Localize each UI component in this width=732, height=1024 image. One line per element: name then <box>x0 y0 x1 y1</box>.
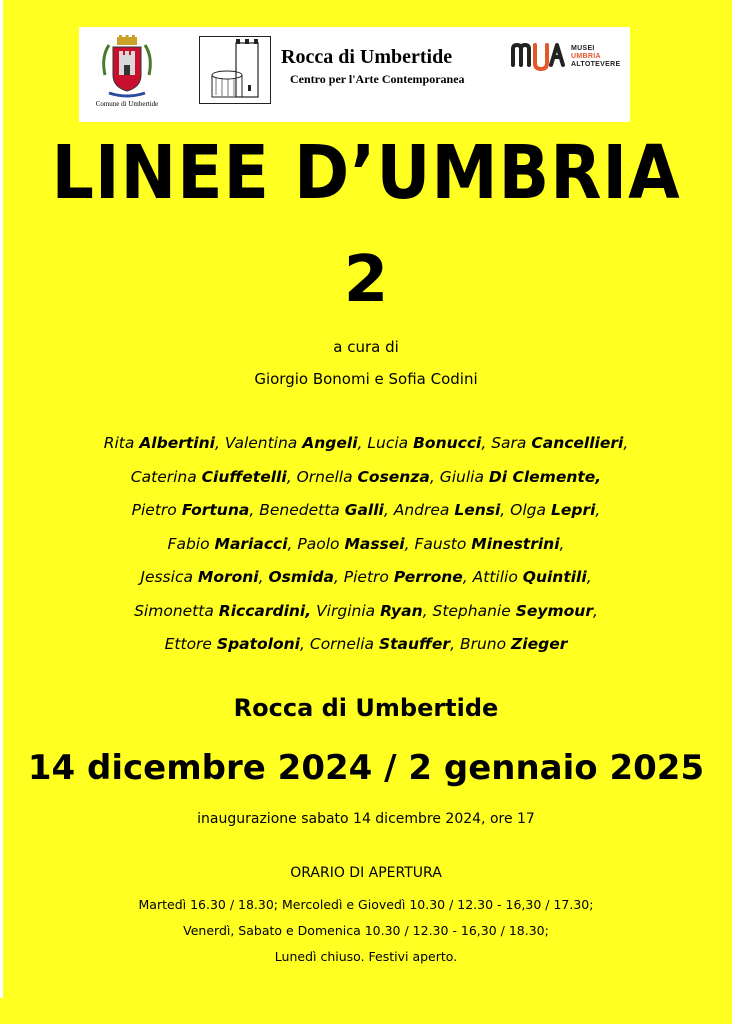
artist-last-name: Cancellieri <box>531 434 624 452</box>
artist-name: Fausto Minestrini, <box>414 534 565 553</box>
artist-name: Ornella Cosenza, <box>296 467 435 486</box>
artist-last-name: Ciuffetelli <box>201 467 287 486</box>
artist-first-name: Attilio <box>472 568 523 586</box>
artist-first-name: Giulia <box>439 467 489 486</box>
rocca-title: Rocca di Umbertide <box>281 46 453 68</box>
artist-first-name: Virginia <box>316 601 381 620</box>
musei-line-3: ALTOTEVERE <box>571 61 621 68</box>
artist-name: Olga Lepri, <box>510 501 601 519</box>
artist-name: Sara Cancellieri, <box>491 434 629 452</box>
artist-first-name: Ettore <box>164 635 217 653</box>
artist-first-name: Sara <box>491 434 532 452</box>
artist-name: Cornelia Stauffer, <box>309 635 456 653</box>
artist-first-name: Bruno <box>459 635 512 653</box>
artist-name: Attilio Quintili, <box>472 568 592 586</box>
artist-last-name: Lensi <box>454 501 501 519</box>
comune-label: Comune di Umbertide <box>95 100 159 108</box>
artist-last-name: Fortuna <box>181 501 250 519</box>
artist-last-name: Spatoloni <box>216 635 300 653</box>
coat-of-arms-icon <box>99 35 155 99</box>
artist-last-name: Seymour <box>515 601 593 620</box>
artist-name <box>440 468 601 486</box>
exhibition-title: LINEE D’UMBRIA <box>51 130 681 216</box>
musei-text <box>571 45 620 69</box>
artist-name: Osmida, <box>268 568 339 586</box>
artist-last-name: Albertini <box>139 434 215 452</box>
artist-last-name: Bonucci <box>413 434 482 452</box>
artist-name: Andrea Lensi, <box>393 501 506 519</box>
artist-last-name: Riccardini, <box>218 601 312 620</box>
artist-line <box>0 595 732 629</box>
artist-name: Stephanie Seymour, <box>432 601 598 620</box>
artist-name: Lucia Bonucci, <box>367 434 487 452</box>
opening-hours <box>0 892 732 970</box>
artist-last-name: Angeli <box>302 434 358 452</box>
artist-name: Jessica Moroni, <box>140 568 264 586</box>
artist-last-name: Mariacci <box>214 534 288 553</box>
artist-last-name: Cosenza <box>357 467 430 486</box>
artist-last-name: Moroni <box>197 568 259 586</box>
artist-name: Rita Albertini, <box>103 434 220 452</box>
comune-logo <box>87 35 167 115</box>
artist-name: Valentina Angeli, <box>224 434 363 452</box>
artist-last-name: Ryan <box>380 601 423 620</box>
hours-line: Martedì 16.30 / 18.30; Mercoledì e Giovedì 10.30 / 12.30 - 16,30 / 17.30; <box>138 897 594 912</box>
artists-list <box>0 427 732 662</box>
header-logo-bar <box>79 27 630 122</box>
exhibition-number: 2 <box>343 243 389 317</box>
artist-line <box>0 628 732 662</box>
artist-line <box>0 427 732 461</box>
artist-last-name: Galli <box>344 501 384 519</box>
artist-last-name: Di Clemente, <box>488 467 602 486</box>
artist-last-name: Stauffer <box>378 635 451 653</box>
musei-umbria-logo <box>511 41 571 81</box>
artist-name: Pietro Perrone, <box>343 568 468 586</box>
artist-first-name: Paolo <box>297 534 345 553</box>
artist-first-name: Benedetta <box>259 501 345 519</box>
exhibition-dates: 14 dicembre 2024 / 2 gennaio 2025 <box>27 748 705 788</box>
artist-first-name: Rita <box>103 434 140 452</box>
artist-first-name: Valentina <box>224 434 303 452</box>
curators: Giorgio Bonomi e Sofia Codini <box>254 370 478 388</box>
opening-info: inaugurazione sabato 14 dicembre 2024, ore 17 <box>197 811 535 827</box>
artist-first-name: Simonetta <box>134 601 219 620</box>
artist-first-name: Lucia <box>367 434 414 452</box>
artist-line <box>0 461 732 495</box>
artist-name <box>460 635 567 653</box>
opening-hours-title: ORARIO DI APERTURA <box>290 865 442 881</box>
rocca-tower-logo <box>199 36 271 104</box>
artist-name: Fabio Mariacci, <box>167 534 293 553</box>
venue: Rocca di Umbertide <box>233 694 499 722</box>
tower-icon <box>200 37 270 103</box>
artist-first-name: Andrea <box>393 501 455 519</box>
musei-mark-icon <box>511 41 571 81</box>
artist-first-name: Fabio <box>167 534 215 553</box>
artist-last-name: Minestrini <box>471 534 560 553</box>
artist-first-name: Cornelia <box>309 635 379 653</box>
artist-first-name: Jessica <box>140 568 198 586</box>
artist-line <box>0 561 732 595</box>
artist-first-name: Ornella <box>296 467 358 486</box>
musei-line-1: MUSEI <box>571 45 595 52</box>
curated-by-prefix: a cura di <box>333 338 399 356</box>
artist-first-name: Stephanie <box>432 601 516 620</box>
artist-last-name: Osmida <box>268 568 334 586</box>
artist-line <box>0 528 732 562</box>
artist-last-name: Zieger <box>511 635 568 653</box>
artist-name: Benedetta Galli, <box>259 501 389 519</box>
musei-line-2: UMBRIA <box>571 53 601 60</box>
artist-name: Virginia Ryan, <box>316 601 428 620</box>
artist-last-name: Perrone <box>393 568 463 586</box>
artist-name <box>134 602 311 620</box>
artist-name: Caterina Ciuffetelli, <box>130 467 292 486</box>
artist-last-name: Quintili <box>522 568 587 586</box>
artist-name: Pietro Fortuna, <box>131 501 255 519</box>
artist-first-name: Olga <box>510 501 551 519</box>
artist-name: Paolo Massei, <box>297 534 410 553</box>
artist-first-name: Pietro <box>131 501 182 519</box>
artist-first-name: Fausto <box>414 534 472 553</box>
hours-line: Lunedì chiuso. Festivi aperto. <box>274 949 458 964</box>
artist-first-name: Pietro <box>343 568 394 586</box>
artist-line <box>0 494 732 528</box>
hours-line: Venerdì, Sabato e Domenica 10.30 / 12.30 - 16,30 / 18.30; <box>183 923 549 938</box>
artist-last-name: Lepri <box>550 501 596 519</box>
artist-first-name: Caterina <box>130 467 202 486</box>
rocca-subtitle: Centro per l'Arte Contemporanea <box>290 72 465 86</box>
artist-name: Ettore Spatoloni, <box>164 635 305 653</box>
artist-last-name: Massei <box>344 534 405 553</box>
